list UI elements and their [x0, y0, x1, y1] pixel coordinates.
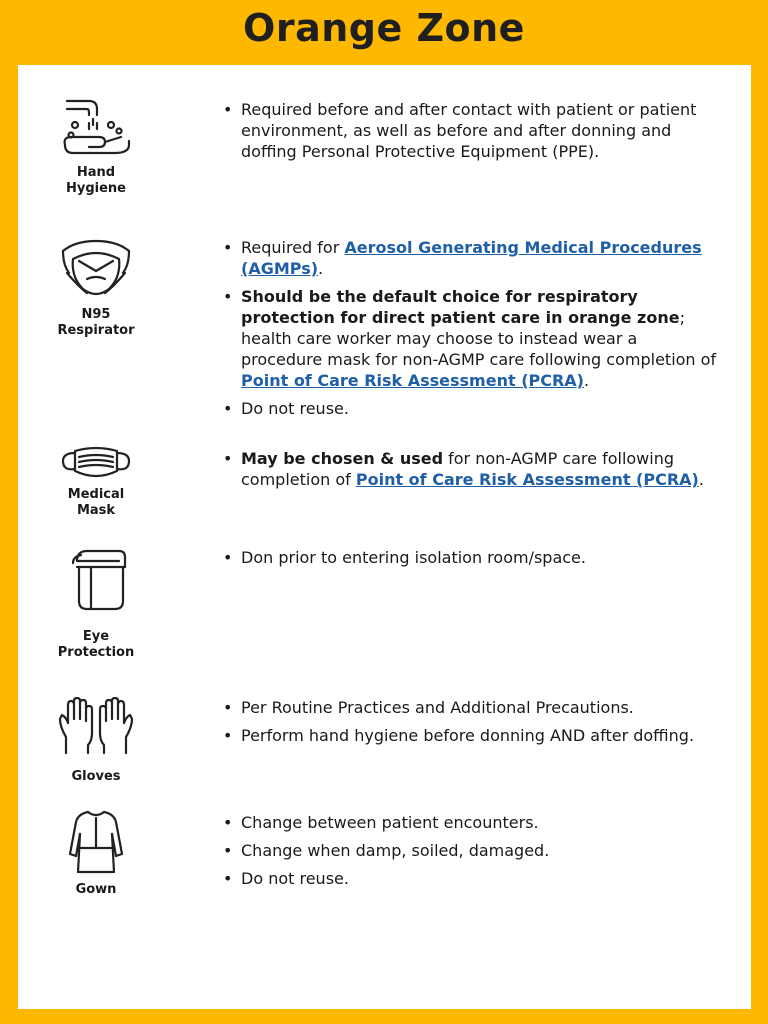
gloves-item — [46, 697, 146, 785]
bullet-text: Required for — [241, 238, 345, 257]
bullet-text: . — [698, 470, 704, 489]
pcra-link[interactable]: Point of Care Risk Assessment (PCRA) — [355, 470, 699, 489]
medical-mask-label — [46, 487, 146, 519]
bullet-item: • Do not reuse. — [223, 398, 723, 419]
gloves-icon — [56, 697, 136, 755]
eye-protection-bullets — [223, 547, 723, 575]
medical-mask-label-line1: Medical — [67, 487, 125, 502]
bullet-item: • Required before and after contact with patient or patient environment, as well as before and after donning and doffing Personal Protective Equipment (PPE). — [223, 99, 723, 162]
medical-mask-item — [46, 443, 146, 519]
bullet-text: . — [318, 259, 324, 278]
bullet-text: . — [583, 371, 590, 390]
face-shield-icon — [59, 547, 133, 615]
hand-hygiene-item — [46, 95, 146, 197]
hand-hygiene-bullets — [223, 99, 723, 169]
gloves-label — [46, 769, 146, 785]
pcra-link[interactable]: Point of Care Risk Assessment (PCRA) — [241, 371, 584, 390]
eye-protection-label-line2: Protection — [57, 645, 135, 660]
bullet-item: • Perform hand hygiene before donning AND after doffing. — [223, 725, 723, 746]
gown-label-line1: Gown — [75, 882, 117, 897]
eye-protection-label-line1: Eye — [82, 629, 110, 644]
page-title: Orange Zone — [243, 6, 525, 50]
medical-mask-icon — [59, 443, 133, 483]
bullet-item — [223, 286, 723, 391]
n95-bullets — [223, 237, 723, 426]
medical-mask-label-line2: Mask — [76, 503, 116, 518]
bullet-item — [223, 237, 723, 279]
medical-mask-bullets — [223, 448, 723, 497]
gown-icon — [66, 808, 126, 874]
bullet-text: for non-AGMP care following completion of — [241, 449, 674, 489]
gown-bullets — [223, 812, 723, 896]
bullet-text: ; health care worker may choose to instead wear a procedure mask for non-AGMP care following completion of — [241, 308, 717, 369]
bullet-item — [223, 448, 723, 490]
bullet-item: • Do not reuse. — [223, 868, 723, 889]
bullet-bold-text: Should be the default choice for respiratory protection for direct patient care in orange zone — [241, 287, 680, 327]
bullet-item: • Change when damp, soiled, damaged. — [223, 840, 723, 861]
n95-label-line2: Respirator — [57, 323, 135, 338]
bullet-item: • Per Routine Practices and Additional Precautions. — [223, 697, 723, 718]
gown-label — [46, 882, 146, 898]
hand-hygiene-label — [46, 165, 146, 197]
hand-hygiene-label-line1: Hand — [76, 165, 116, 180]
gloves-label-line1: Gloves — [71, 769, 121, 784]
hand-hygiene-label-line2: Hygiene — [65, 181, 126, 196]
n95-item — [46, 237, 146, 339]
bullet-item: • Don prior to entering isolation room/space. — [223, 547, 723, 568]
gown-item — [46, 808, 146, 898]
eye-protection-label — [46, 629, 146, 661]
bullet-item: • Change between patient encounters. — [223, 812, 723, 833]
gloves-bullets — [223, 697, 723, 753]
hand-wash-icon — [59, 95, 133, 161]
n95-label — [46, 307, 146, 339]
bullet-bold-text: May be chosen & used — [241, 449, 444, 468]
n95-label-line1: N95 — [81, 307, 111, 322]
eye-protection-item — [46, 547, 146, 661]
n95-respirator-icon — [59, 237, 133, 303]
agmp-link[interactable]: Aerosol Generating Medical Procedures (AGMPs) — [241, 238, 702, 278]
content-panel — [18, 65, 751, 1009]
